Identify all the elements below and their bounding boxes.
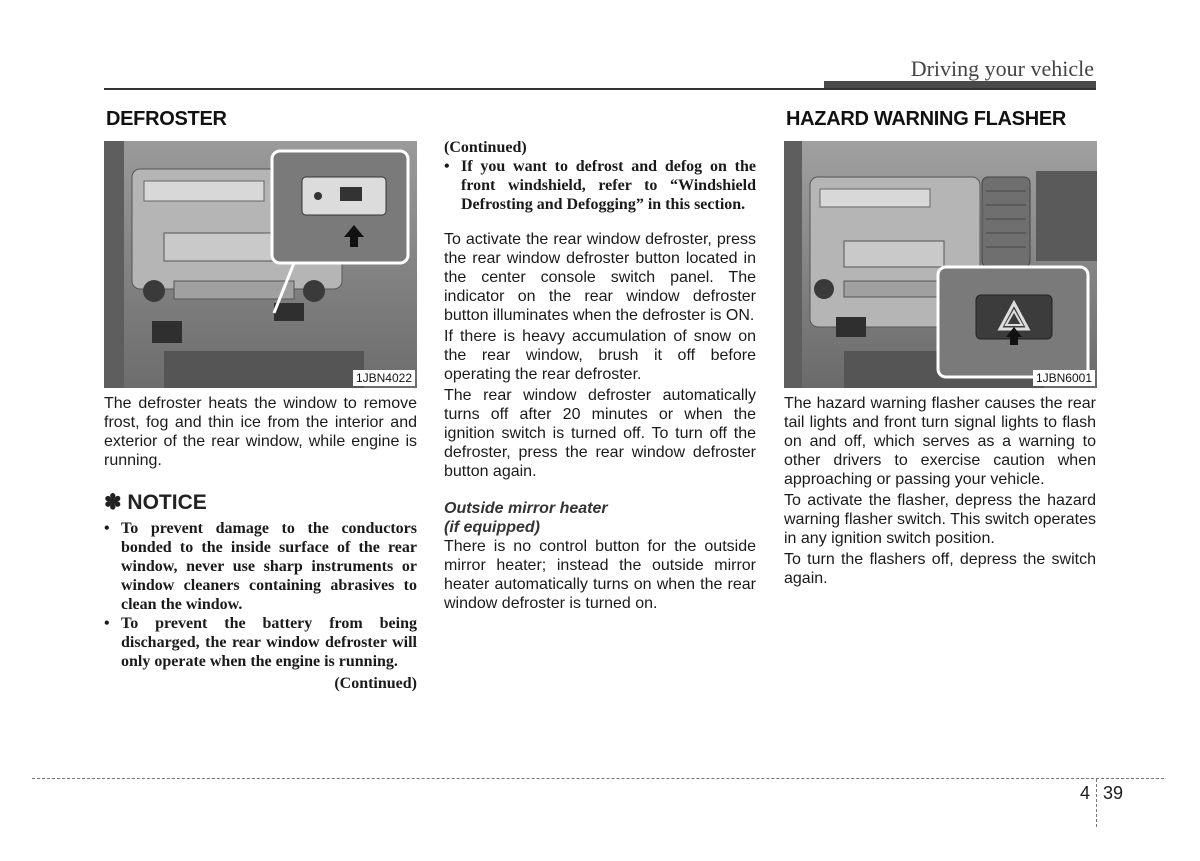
- middle-paragraph: The rear window defroster automatically turns off after 20 minutes or when the ignition switch is turned off. To turn off the defroster, press the rear window defroster button again.: [444, 387, 756, 480]
- middle-bullet-item: [444, 157, 756, 214]
- defroster-paragraph: The defroster heats the window to remove frost, fog and thin ice from the interior and exterior of the rear window, while engine is running.: [104, 395, 417, 469]
- mirror-heater-subheading: [444, 499, 756, 537]
- page-header-title: Driving your vehicle: [910, 56, 1094, 81]
- hazard-paragraph: The hazard warning flasher causes the rear tail lights and front turn signal lights to flash on and off, which serves as a warning to other drivers to exercise caution when approaching or passing your vehicle.: [784, 395, 1096, 488]
- defroster-figure-code: 1JBN4022: [353, 370, 415, 386]
- page-number: 39: [1103, 783, 1124, 803]
- bullet-icon: •: [104, 520, 110, 537]
- notice-bullet-item: [104, 614, 417, 671]
- notice-title: ✽ NOTICE: [104, 491, 207, 514]
- hazard-paragraph: To activate the flasher, depress the hazard warning flasher switch. This switch operates in any ignition switch position.: [784, 492, 1096, 547]
- notice-bullet-text: To prevent the battery from being discharged, the rear window defroster will only operate when the engine is running.: [121, 615, 417, 670]
- mirror-heater-subheading-line1: Outside mirror heater: [444, 500, 608, 517]
- bullet-icon: •: [104, 615, 110, 632]
- footer-divider: [1096, 779, 1097, 827]
- middle-bullet-text: If you want to defrost and defog on the front windshield, refer to “Windshield Defrosting and Defogging” in this section.: [461, 158, 756, 213]
- notice-bullet-list: [104, 519, 417, 671]
- footer-rule: [32, 778, 1164, 779]
- hazard-heading: HAZARD WARNING FLASHER: [786, 108, 1067, 130]
- mirror-heater-paragraph: There is no control button for the outside mirror heater; instead the outside mirror heater automatically turns on when the rear window defroster is turned on.: [444, 538, 756, 612]
- dashboard-defroster-illustration: [104, 141, 417, 388]
- dashboard-hazard-illustration: [784, 141, 1097, 388]
- notice-continued: (Continued): [334, 675, 417, 692]
- middle-bullet-list: [444, 157, 756, 214]
- hazard-figure-code: 1JBN6001: [1033, 370, 1095, 386]
- mirror-heater-subheading-line2: (if equipped): [444, 519, 540, 536]
- middle-paragraph: To activate the rear window defroster, press the rear window defroster button located in the center console switch panel. The indicator on the rear window defroster button illuminates when the defroster is ON.: [444, 231, 756, 324]
- hazard-column-text: [784, 394, 1096, 590]
- defroster-column-text: [104, 394, 417, 693]
- middle-paragraph: If there is heavy accumulation of snow on the rear window, brush it off before operating the rear defroster.: [444, 328, 756, 383]
- header-rule: [104, 88, 1096, 90]
- defroster-figure: [104, 141, 417, 388]
- middle-column-text: [444, 138, 756, 615]
- hazard-paragraph: To turn the flashers off, depress the switch again.: [784, 551, 1096, 587]
- hazard-figure: [784, 141, 1097, 388]
- chapter-number: 4: [1080, 783, 1091, 803]
- middle-continued: (Continued): [444, 139, 527, 156]
- notice-bullet-item: [104, 519, 417, 614]
- notice-bullet-text: To prevent damage to the conductors bonded to the inside surface of the rear window, never use sharp instruments or window cleaners containing abrasives to clean the window.: [121, 520, 417, 613]
- bullet-icon: •: [444, 158, 450, 175]
- defroster-heading: DEFROSTER: [106, 108, 227, 130]
